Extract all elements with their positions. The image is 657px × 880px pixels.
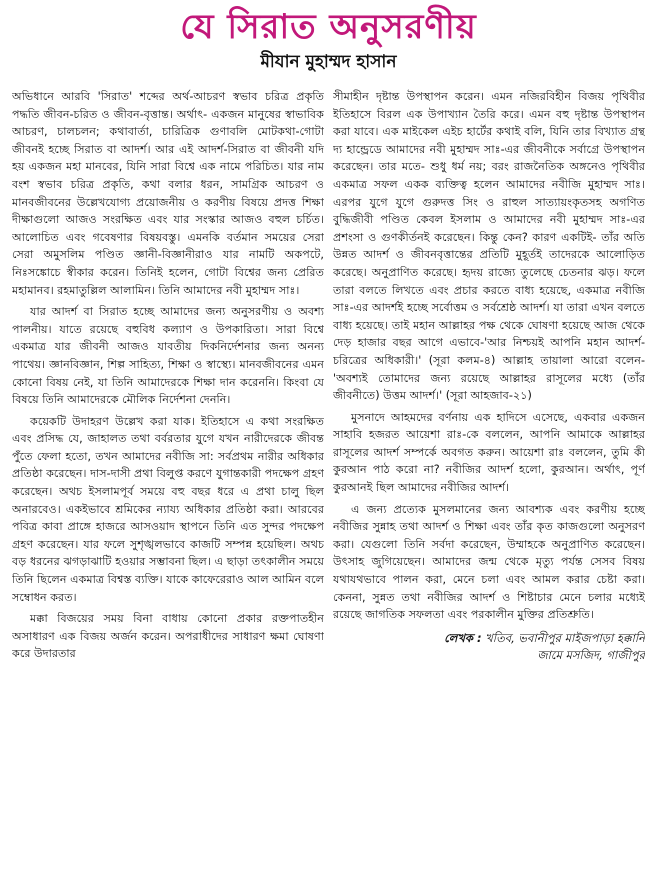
author-note [333, 630, 645, 664]
paragraph: মক্কা বিজয়ের সময় বিনা বাধায় কোনো প্রকার রক্তপাতহীন অসাধারণ এক বিজয় অর্জন করেন। অপরাধীদের সাধারণ ক্ষমা ঘোষণা করে উদারতার [12, 612, 324, 661]
article-body [12, 88, 645, 868]
paragraph: অভিধানে আরবি 'সিরাত' শব্দের অর্থ-আচরণ স্বভাব চরিত্র প্রকৃতি পদ্ধতি জীবন-চরিত ও জীবন-বৃত্তান্ত। অর্থাৎ- একজন মানুষের স্বাভাবিক আচরণ, চালচলন; কথাবার্তা, চারিত্রিক গুণাবলি মোটকথা-গোটা জীবনই হচ্ছে সিরাত বা আদর্শ। আর এই আদর্শ-সিরাত বা জীবনী যদি হয় একজন মহা মানবের, যিনি সারা বিশ্বে এক নামে পরিচিত। যার নাম বংশ স্বভাব চরিত্র প্রকৃতি, কথা বলার ধরন, সামগ্রিক আচরণ ও মানবজীবনের উল্লেখযোগ্য প্রয়োজনীয় ও করণীয় বিষয়ে প্রদত্ত শিক্ষা দীক্ষাগুলো আজও সংরক্ষিত এবং যার সংস্কার আজও বহুল চর্চিত। আলোচিত এবং গবেষণার বিষয়বস্তু। এমনকি বর্তমান সময়ের সেরা সেরা অমুসলিম পণ্ডিত জ্ঞানী-বিজ্ঞানীরাও যার নামটি অকপটে, নিঃসঙ্কোচে স্বীকার করেন। তিনিই হলেন, গোটা বিশ্বের জন্য প্রেরিত মহামানব। রহমাতুল্লিল আলামিন। তিনি আমাদের নবী মুহাম্মদ সাঃ। [12, 90, 324, 297]
paragraph: কয়েকটি উদাহরণ উল্লেখ করা যাক। ইতিহাসে এ কথা সংরক্ষিত এবং প্রসিদ্ধ যে, জাহালত তথা বর্বরতার যুগে যখন নারীদেরকে জীবন্ত পুঁতে ফেলা হতো, তখন আমাদের নবীজি সা: সর্বপ্রথম নারীর অধিকার প্রতিষ্ঠা করেছেন। দাস-দাসী প্রথা বিলুপ্ত করণে যুগান্তকারী পদক্ষেপ গ্রহণ করেছেন। অথচ ইসলামপূর্ব সময়ে বহু বছর ধরে এ প্রথা চালু ছিল অনারবেও। একইভাবে শ্রমিকের ন্যায্য অধিকার প্রতিষ্ঠা করা। আরবের পবিত্র কাবা প্রাঙ্গে হাজরে আসওয়াদ স্থাপনে তিনি এত সুন্দর পদক্ষেপ গ্রহণ করেছেন। যার ফলে সুশৃঙ্খলভাবে কাজটি সম্পন্ন হয়েছিল। অথচ বড় ধরনের ঝগড়াঝাটি হওয়ার সম্ভাবনা ছিল। এ ছাড়া তৎকালীন সময়ে তিনি ছিলেন একমাত্র বিশ্বস্ত ব্যক্তি। যাকে কাফেরেরাও আল আমিন বলে সম্বোধন করত। [12, 414, 324, 604]
author-byline: মীযান মুহাম্মদ হাসান [260, 52, 397, 72]
paragraph: মুসনাদে আহমদের বর্ণনায় এক হাদিসে এসেছে, একবার একজন সাহাবি হজরত আয়েশা রাঃ-কে বললেন, আপনি আমাকে আল্লাহর রাসূলের আদর্শ সম্পর্কে অবগত করুন। আয়েশা রাঃ বললেন, তুমি কী কুরআন পাঠ করো না? নবীজির আদর্শ হলো, কুরআন। অর্থাৎ, পূর্ণ কুরআনই ছিল আমাদের নবীজির আদর্শ। [333, 410, 645, 495]
author-note-label: লেখক : [444, 630, 482, 645]
paragraph: যার আদর্শ বা সিরাত হচ্ছে আমাদের জন্য অনুসরণীয় ও অবশ্য পালনীয়। যাতে রয়েছে বহুবিধ কল্যাণ ও উপকারিতা। সারা বিশ্বে একমাত্র যার জীবনী আজও যাবতীয় দিকনির্দেশনার জন্য অনন্য পাথেয়। জ্ঞানবিজ্ঞান, শিল্প সাহিত্য, শিক্ষা ও স্বাস্থ্যে। মানবজীবনের এমন কোনো বিষয় নেই, যা তিনি আমাদেরকে শিক্ষা দান করেননি। কিংবা যে বিষয়ে তিনি আমাদেরকে মৌলিক নির্দেশনা দেননি। [12, 305, 324, 407]
paragraph: সীমাহীন দৃষ্টান্ত উপস্থাপন করেন। এমন নজিরবিহীন বিজয় পৃথিবীর ইতিহাসে বিরল এক উপাখ্যান তৈরি করে। এমন বহু দৃষ্টান্ত উপস্থাপন করা যাবে। এক মাইকেল এইচ হার্টের কথাই বলি, যিনি তার বিখ্যাত গ্রন্থ দ্য হান্ড্রেডে আমাদের নবী মুহাম্মদ সাঃ-এর জীবনীকে সর্বাগ্রে উপস্থাপন করেছেন। তার মতে- শুধু ধর্ম নয়; বরং রাজনৈতিক অঙ্গনেও পৃথিবীর একমাত্র সফল একক ব্যক্তিত্ব হলেন আমাদের নবীজি মুহাম্মদ সাঃ। এরপর যুগে যুগে গুরুদত্ত সিং ও রাহুল সাত্যায়ংকৃতসহ অগণিত বুদ্ধিজীবী পণ্ডিত কেবল ইসলাম ও আমাদের নবী মুহাম্মদ সাঃ-এর প্রশংসা ও গুণকীর্তনই করেছেন। কিন্তু কেন? কারণ একটিই- তাঁর অতি উন্নত আদর্শ ও জীবনবৃত্তান্তের প্রতিটি মুহূর্তই তাদেরকে আলোড়িত করেছে। অনুপ্রাণিত করেছে। হৃদয় রাজ্যে তুলেছে চেতনার ঝড়। ফলে তারা বলতে লিখতে এবং প্রচার করতে বাধ্য হয়েছে, একমাত্র নবীজি সাঃ-এর আদর্শই হচ্ছে সর্বোত্তম ও সর্বশ্রেষ্ঠ আদর্শ। যা তারা এখন বলতে বাধ্য হয়েছে। তাই মহান আল্লাহর পক্ষ থেকে ঘোষণা হয়েছে আজ থেকে দেড় হাজার বছর আগে এভাবে-'আর নিশ্চয়ই আপনি মহান আদর্শ-চরিত্রের অধিকারী।' (সূরা কলম-৪) আল্লাহ তায়ালা আরো বলেন-'অবশ্যই তোমাদের জন্য রয়েছে আল্লাহর রাসূলের মধ্যে (তাঁর জীবনীতে) উত্তম আদর্শ।' (সূরা আহজাব-২১) [333, 90, 645, 403]
article-title: যে সিরাত অনুসরণীয় [180, 7, 477, 47]
right-column [333, 88, 645, 868]
left-column [12, 88, 324, 868]
author-note-line1: খতিব, ভবানীপুর মাইজপাড়া হক্কানি [485, 630, 645, 645]
paragraph: এ জন্য প্রত্যেক মুসলমানের জন্য আবশ্যক এবং করণীয় হচ্ছে নবীজির সুন্নাহ তথা আদর্শ ও শিক্ষা এবং তাঁর কৃত কাজগুলো অনুসরণ করা। যেগুলো তিনি সর্বদা করেছেন, উম্মাহকে অনুপ্রাণিত করেছেন। উৎসাহ জুগিয়েছেন। আমাদের জন্ম থেকে মৃত্যু পর্যন্ত সেসব বিষয় যথাযথভাবে পালন করা, মেনে চলা এবং আমল করার চেষ্টা করা। কেননা, সুন্নত তথা নবীজির আদর্শ ও শিষ্টাচার মেনে চলার মধ্যেই রয়েছে জাগতিক সফলতা এবং পরকালীন মুক্তির প্রতিশ্রুতি। [333, 502, 645, 622]
author-note-line2: জামে মসজিদ, গাজীপুর [537, 647, 645, 662]
